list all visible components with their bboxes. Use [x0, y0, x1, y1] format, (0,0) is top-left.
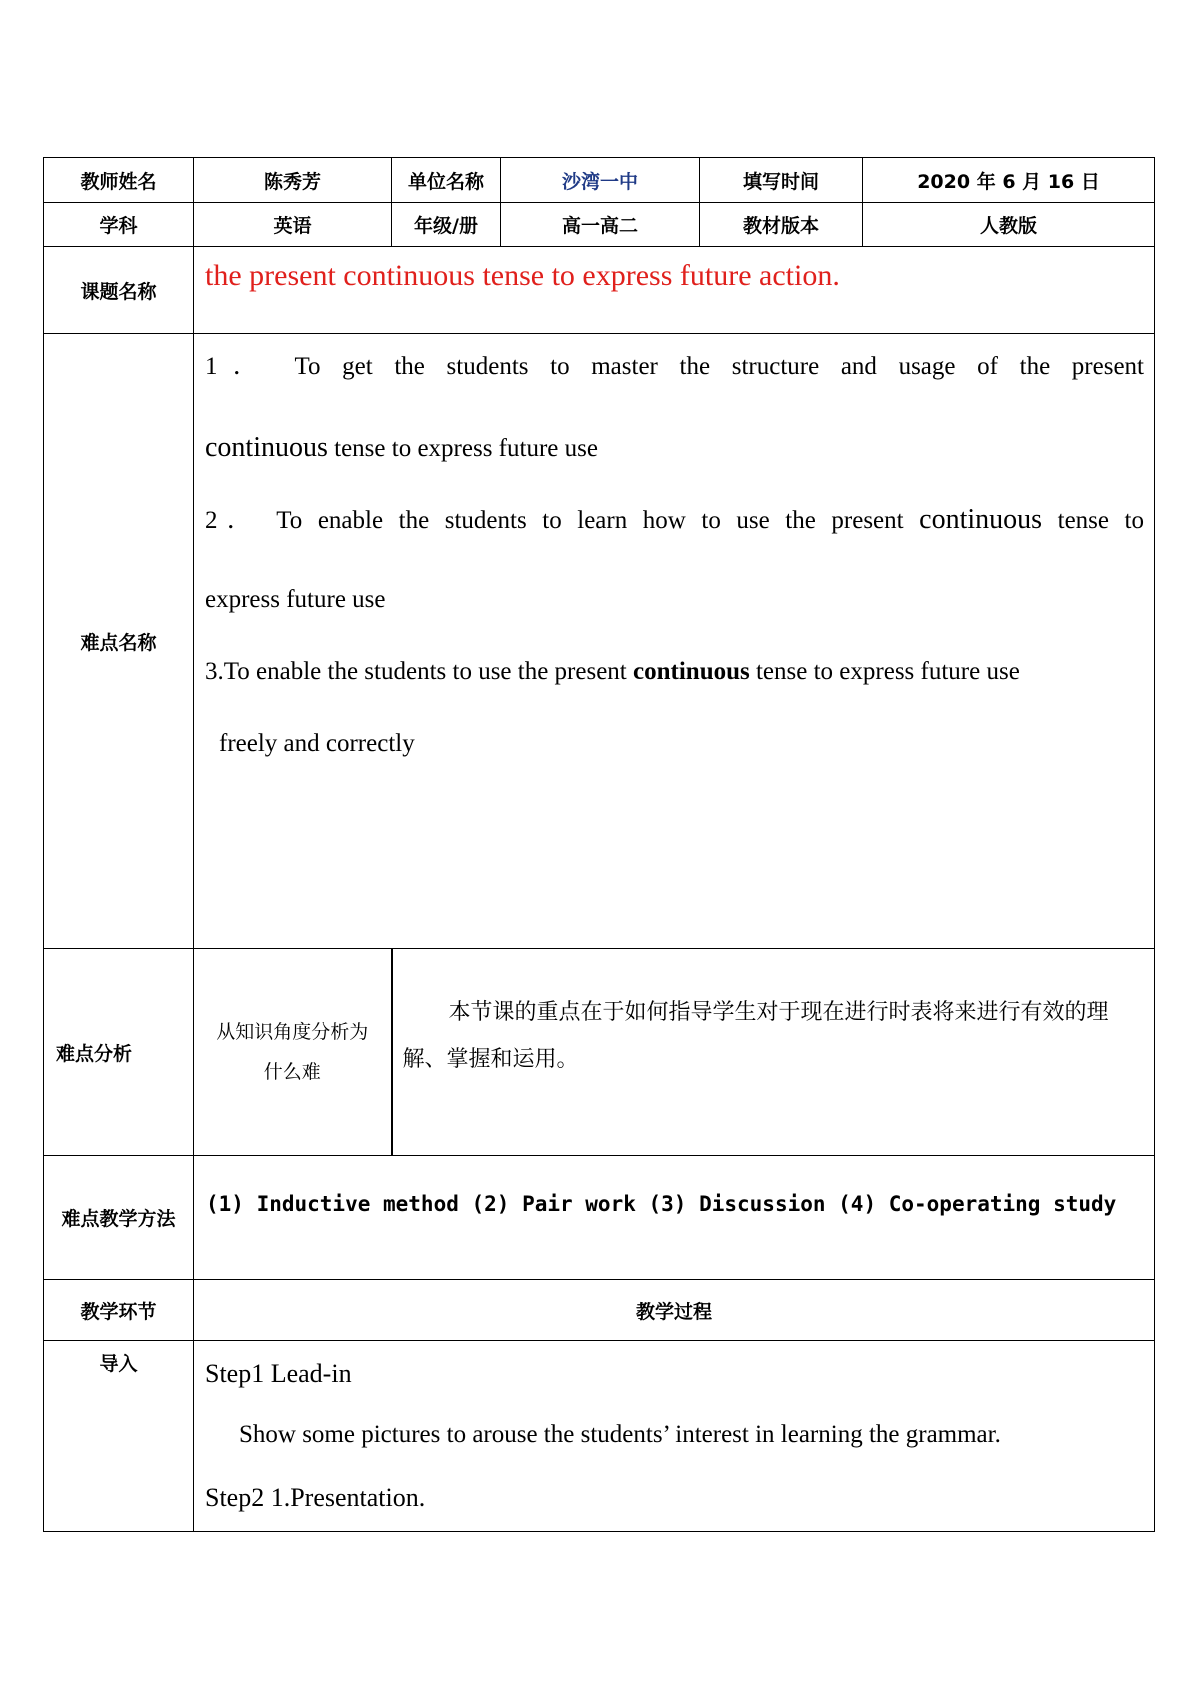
emphasis-word: continuous — [205, 432, 328, 463]
process-column-header: 教学过程 — [194, 1280, 1155, 1341]
teacher-name: 陈秀芳 — [194, 158, 392, 203]
topic-row — [44, 247, 1155, 334]
difficulty-label: 难点名称 — [44, 334, 194, 949]
unit-label: 单位名称 — [392, 158, 501, 203]
process-row — [44, 1341, 1155, 1532]
stage-column-header: 教学环节 — [44, 1280, 194, 1341]
emphasis-word: continuous — [919, 504, 1043, 535]
subject-label: 学科 — [44, 203, 194, 247]
process-header-row — [44, 1280, 1155, 1341]
difficulty-item-1-line-2 — [205, 432, 1144, 500]
date-label: 填写时间 — [700, 158, 863, 203]
difficulty-text: tense to express future use — [327, 435, 598, 462]
header-row-2 — [44, 203, 1155, 247]
topic-label: 课题名称 — [44, 247, 194, 334]
analysis-sub-label-line-1: 从知识角度分析为 — [216, 1021, 369, 1043]
grade-value: 高一高二 — [501, 203, 700, 247]
analysis-text: 本节课的重点在于如何指导学生对于现在进行时表将来进行有效的理解、掌握和运用。 — [402, 1000, 1109, 1072]
analysis-content — [392, 949, 1155, 1156]
emphasis-word: continuous — [633, 658, 750, 685]
difficulty-row — [44, 334, 1155, 949]
difficulty-text: 2． To enable the students to learn how to use the present — [205, 507, 920, 534]
difficulty-text: tense to — [1042, 507, 1145, 534]
method-text: (1) Inductive method (2) Pair work (3) Discussion (4) Co-operating study — [194, 1156, 1155, 1280]
analysis-sub-label — [194, 949, 392, 1156]
difficulty-item-2-line-1 — [205, 500, 1144, 562]
textbook-label: 教材版本 — [700, 203, 863, 247]
topic-title: the present continuous tense to express future action. — [194, 247, 1155, 334]
subject-value: 英语 — [194, 203, 392, 247]
analysis-label: 难点分析 — [44, 949, 194, 1156]
teacher-label: 教师姓名 — [44, 158, 194, 203]
difficulty-text: tense to express future use — [749, 658, 1020, 685]
analysis-sub-label-line-2: 什么难 — [263, 1061, 321, 1083]
header-row-1 — [44, 158, 1155, 203]
difficulty-text: 3.To enable the students to use the present — [205, 658, 634, 685]
stage-name: 导入 — [44, 1341, 194, 1532]
step-1-title: Step1 Lead-in — [205, 1359, 352, 1388]
method-label: 难点教学方法 — [44, 1156, 194, 1280]
difficulty-item-3-line-1 — [205, 658, 1144, 730]
difficulty-item-2-line-2: express future use — [205, 586, 386, 613]
textbook-value: 人教版 — [863, 203, 1155, 247]
lesson-plan-table — [43, 157, 1155, 1532]
difficulty-item-3-line-2: freely and correctly — [219, 730, 415, 757]
date-value: 2020 年 6 月 16 日 — [863, 158, 1155, 203]
difficulty-item-1-line-1: 1． To get the students to master the structure and usage of the present — [205, 353, 1145, 380]
process-content — [194, 1341, 1155, 1532]
grade-label: 年级/册 — [392, 203, 501, 247]
analysis-row — [44, 949, 1155, 1156]
unit-name: 沙湾一中 — [501, 158, 700, 203]
difficulty-content — [194, 334, 1155, 949]
method-row — [44, 1156, 1155, 1280]
step-2-title: Step2 1.Presentation. — [205, 1483, 426, 1512]
step-1-detail: Show some pictures to arouse the students’ interest in learning the grammar. — [239, 1421, 1001, 1448]
